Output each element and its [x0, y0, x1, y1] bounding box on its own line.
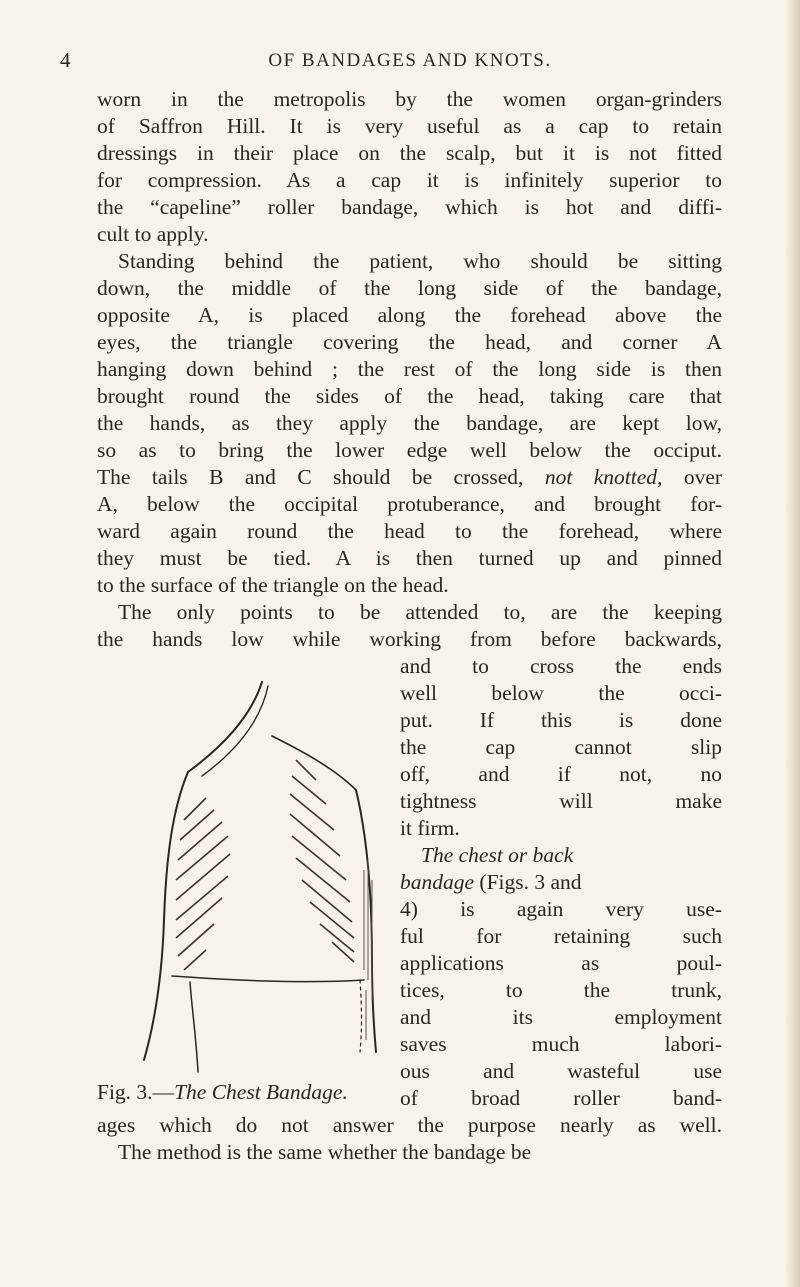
side-line: saves much labori- [400, 1032, 722, 1056]
page-number: 4 [60, 48, 72, 72]
body-line: A, below the occipital protuberance, and brought for- [97, 492, 722, 516]
side-line: ous and wasteful use [400, 1059, 722, 1083]
body-line: they must be tied. A is then turned up and pinned [97, 546, 722, 570]
body-line: for compression. As a cap it is infinitely superior to [97, 168, 722, 192]
side-line: off, and if not, no [400, 762, 722, 786]
emphasis-text: bandage [400, 870, 475, 894]
body-line: of Saffron Hill. It is very useful as a cap to retain [97, 114, 722, 138]
body-line: down, the middle of the long side of the bandage, [97, 276, 722, 300]
figure-caption [97, 1080, 348, 1105]
body-line: The method is the same whether the bandage be [118, 1140, 532, 1164]
side-line: of broad roller band- [400, 1086, 722, 1110]
body-line: dressings in their place on the scalp, but it is not fitted [97, 141, 722, 165]
body-line: so as to bring the lower edge well below the occiput. [97, 438, 722, 462]
body-line: opposite A, is placed along the forehead above the [97, 303, 722, 327]
emphasis-text: not knotted, [544, 465, 663, 489]
side-line: 4) is again very use- [400, 897, 722, 921]
body-line: the hands, as they apply the bandage, are kept low, [97, 411, 722, 435]
side-line: the cap cannot slip [400, 735, 722, 759]
body-line: the hands low while working from before backwards, [97, 627, 722, 651]
side-line: tightness will make [400, 789, 722, 813]
side-line: ful for retaining such [400, 924, 722, 948]
body-line: ward again round the head to the forehead, where [97, 519, 722, 543]
body-line-part: over [683, 465, 723, 489]
figure-label: Fig. 3.— [97, 1080, 175, 1104]
body-line-part: (Figs. 3 and [479, 870, 582, 894]
page-header [60, 48, 760, 78]
side-line: and to cross the ends [400, 654, 722, 678]
side-line: it firm. [400, 816, 460, 840]
body-line: eyes, the triangle covering the head, and corner A [97, 330, 722, 354]
body-line: worn in the metropolis by the women organ-grinders [97, 87, 722, 111]
chest-bandage-illustration [110, 680, 410, 1075]
body-line: The only points to be attended to, are the keeping [118, 600, 722, 624]
running-head: OF BANDAGES AND KNOTS. [268, 50, 552, 71]
side-line: tices, to the trunk, [400, 978, 722, 1002]
body-line: the “capeline” roller bandage, which is hot and diffi- [97, 195, 722, 219]
side-line: well below the occi- [400, 681, 722, 705]
side-line [421, 842, 722, 869]
body-line-part: The tails B and C should be crossed, [97, 465, 524, 489]
body-line: cult to apply. [97, 222, 209, 246]
body-line: ages which do not answer the purpose nearly as well. [97, 1113, 722, 1137]
chest-bandage-figure [110, 680, 410, 1005]
figure-title: The Chest Bandage. [174, 1080, 348, 1104]
side-line [400, 869, 722, 896]
page-edge-shadow [786, 0, 800, 1287]
side-line: and its employment [400, 1005, 722, 1029]
body-line: Standing behind the patient, who should be sitting [118, 249, 722, 273]
side-line: applications as poul- [400, 951, 722, 975]
body-line: hanging down behind ; the rest of the long side is then [97, 357, 722, 381]
emphasis-text: The chest or back [421, 843, 574, 867]
body-line [97, 464, 722, 491]
side-line: put. If this is done [400, 708, 722, 732]
body-line: to the surface of the triangle on the head. [97, 573, 449, 597]
body-line: brought round the sides of the head, taking care that [97, 384, 722, 408]
